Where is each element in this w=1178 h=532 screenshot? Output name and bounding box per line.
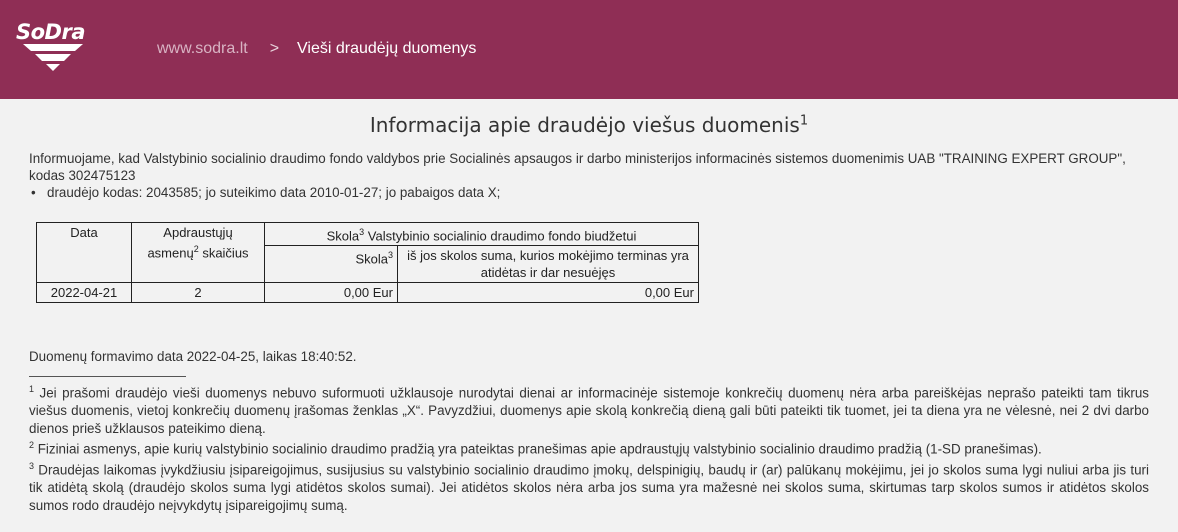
header-insured-ref: 2 [193, 244, 199, 254]
header-debt-ref: 3 [387, 250, 393, 261]
breadcrumb-separator: > [269, 40, 280, 57]
footnote-2-text: Fiziniai asmenys, apie kurių valstybinio socialinio draudimo pradžią yra pateiktas pranešimas apie apdraustųjų valstybinio socialinio draudimo pradžią (1-SD pranešimas). [34, 441, 1042, 457]
footnote-3-ref: 3 [29, 461, 35, 472]
cell-deferred: 0,00 Eur [398, 283, 699, 303]
header-date: Data [37, 223, 132, 283]
footnote-divider [29, 368, 186, 377]
footnotes [29, 381, 1149, 514]
table-header-row [37, 223, 699, 246]
header-debt-text: Skola [355, 251, 388, 267]
table-row [37, 283, 699, 303]
debt-table [36, 222, 699, 303]
bullet-dot-icon: • [31, 185, 36, 200]
header-debt-group [265, 223, 699, 246]
footnote-1-ref: 1 [29, 384, 35, 395]
logo-emblem-icon [21, 42, 85, 72]
footnote-3 [29, 458, 1149, 514]
cell-date: 2022-04-21 [37, 283, 132, 303]
breadcrumb-home-link[interactable]: www.sodra.lt [157, 40, 248, 57]
breadcrumb [157, 40, 476, 58]
page-title-text: Informacija apie draudėjo viešus duomenis [369, 113, 800, 137]
title-footnote-ref: 1 [799, 113, 809, 129]
footnote-2-ref: 2 [29, 440, 35, 451]
header-insured-line2a: asmenų [147, 245, 194, 261]
header-deferred: iš jos skolos suma, kurios mokėjimo terminas yra atidėtas ir dar nesuėjęs [398, 246, 699, 283]
footnote-1-text: Jei prašomi draudėjo vieši duomenys nebuvo suformuoti užklausoje nurodytai dienai ar informacinėje sistemoje konkrečių duomenų nėra arba pareiškėjas neprašo pateikti tam tikrus viešus duomenis, vietoj konkrečių duomenų įrašomas ženklas „X“. Pavyzdžiui, duomenys apie skolą konkrečią dieną gali būti pateikti tik tuomet, jei ta diena yra ne vėlesnė, nei 2 dvi darbo dienos prieš užklausos pateikimo dieną. [29, 385, 1149, 436]
header-debt-group-ref: 3 [359, 227, 365, 237]
main-content [0, 99, 1178, 514]
header-insured-line1: Apdraustųjų [163, 225, 233, 240]
site-header [0, 0, 1178, 99]
insurer-code-item [29, 184, 1149, 201]
cell-debt: 0,00 Eur [265, 283, 398, 303]
logo-text: SoDra [16, 20, 86, 44]
cell-insured: 2 [132, 283, 265, 303]
footnote-2 [29, 437, 1149, 458]
header-debt [265, 246, 398, 283]
footnote-1 [29, 381, 1149, 437]
page-title [29, 99, 1149, 143]
insurer-code-text: draudėjo kodas: 2043585; jo suteikimo data 2010-01-27; jo pabaigos data X; [47, 185, 501, 200]
footnote-3-text: Draudėjas laikomas įvykdžiusiu įsipareigojimus, susijusius su valstybinio socialinio draudimo įmokų, delspinigių, baudų ir (ar) palūkanų mokėjimu, jei jo skolos suma lygi nuliui arba jis turi tik atidėtą skolą (draudėjo skolos suma lygi atidėtos skolos sumai). Jei atidėtos skolos nėra arba jos suma yra mažesnė nei skolos suma, skirtumas tarp skolos sumos ir atidėtos skolos sumos rodo draudėjo neįvykdytų įsipareigojimų sumą. [29, 462, 1149, 513]
generation-date: Duomenų formavimo data 2022-04-25, laikas 18:40:52. [29, 349, 357, 365]
breadcrumb-current: Vieši draudėjų duomenys [297, 40, 477, 57]
header-debt-group-a: Skola [326, 228, 360, 244]
header-insured-line2b: skaičius [198, 245, 249, 261]
header-insured [132, 223, 265, 283]
sodra-logo[interactable] [16, 20, 96, 74]
header-debt-group-b: Valstybinio socialinio draudimo fondo biudžetui [364, 228, 637, 244]
intro-text: Informuojame, kad Valstybinio socialinio draudimo fondo valdybos prie Socialinės apsaugos ir darbo ministerijos informacinės sistemos duomenimis UAB "TRAINING EXPERT GROUP", kodas 302475123 [29, 151, 1126, 183]
